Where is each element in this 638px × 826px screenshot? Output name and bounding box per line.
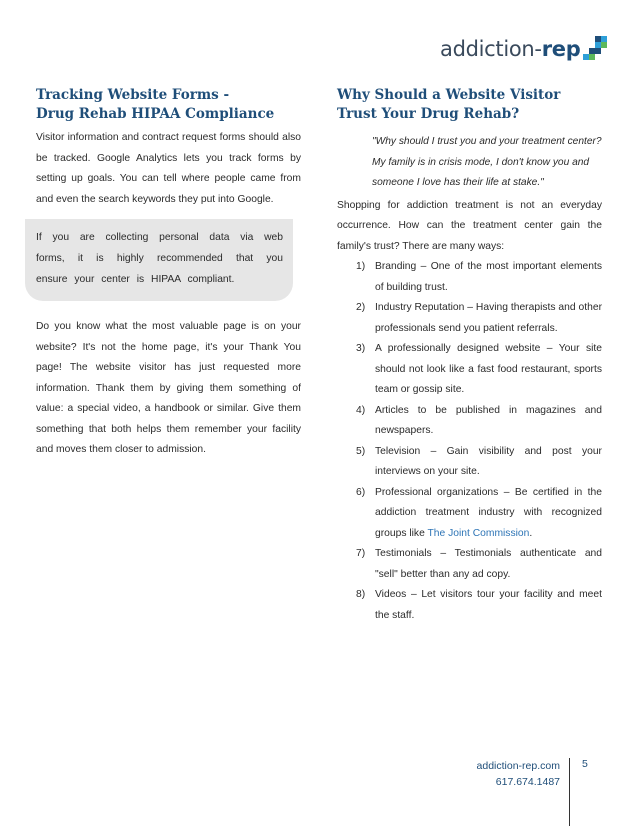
right-heading: Why Should a Website Visitor Trust Your Drug Rehab? [337, 87, 561, 122]
trust-list [337, 257, 602, 626]
left-heading: Tracking Website Forms - Drug Rehab HIPAA Compliance [36, 87, 275, 122]
left-paragraph-forms: Visitor information and contract request forms should also be tracked. Google Analytics lets you track forms by setting up goals. You can tell where people came from and even the search keywords they put into Google. [36, 132, 301, 205]
logo-wordmark: addiction-rep [440, 37, 581, 61]
joint-commission-link[interactable]: The Joint Commission [427, 527, 530, 539]
logo-mark-icon [583, 36, 607, 62]
family-quote: "Why should I trust you and your treatment center? My family is in crisis mode, I don't know you and someone I love has their life at stake." [372, 136, 602, 188]
right-column [337, 86, 602, 626]
left-column-lower [36, 317, 301, 461]
footer-website[interactable]: addiction-rep.com [476, 760, 560, 772]
page-number: 5 [582, 758, 588, 770]
hipaa-callout [25, 219, 293, 301]
list-item: 4) Articles to be published in magazines and newspapers. [356, 404, 602, 436]
list-item: 1) Branding – One of the most important elements of building trust. [356, 261, 602, 293]
list-item: 6) Professional organizations – Be certified in the addiction treatment industry with recognized groups like The Joint Commission. [356, 486, 602, 539]
footer-contact [477, 758, 560, 790]
left-paragraph-thank-you: Do you know what the most valuable page is on your website? It's not the home page, it's your Thank You page! The website visitor has just requested more information. Thank them by giving them something of value: a special video, a handbook or similar. Give them something that both helps them remember your facility and moves them closer to admission. [36, 321, 301, 455]
footer-divider [569, 758, 570, 826]
list-item: 8) Videos – Let visitors tour your facility and meet the staff. [356, 589, 602, 621]
right-intro: Shopping for addiction treatment is not an everyday occurrence. How can the treatment center gain the family's trust? There are many ways: [337, 199, 602, 252]
callout-text: If you are collecting personal data via web forms, it is highly recommended that you ensure your center is HIPAA compliant. [36, 232, 283, 285]
list-item: 7) Testimonials – Testimonials authenticate and "sell" better than any ad copy. [356, 548, 602, 580]
list-item: 3) A professionally designed website – Your site should not look like a fast food restaurant, sports team or gossip site. [356, 343, 602, 395]
brand-logo [440, 36, 607, 62]
list-item: 5) Television – Gain visibility and post your interviews on your site. [356, 445, 602, 477]
footer-phone: 617.674.1487 [495, 776, 560, 788]
left-column [36, 86, 301, 210]
list-item: 2) Industry Reputation – Having therapists and other professionals send you patient referrals. [356, 302, 602, 334]
